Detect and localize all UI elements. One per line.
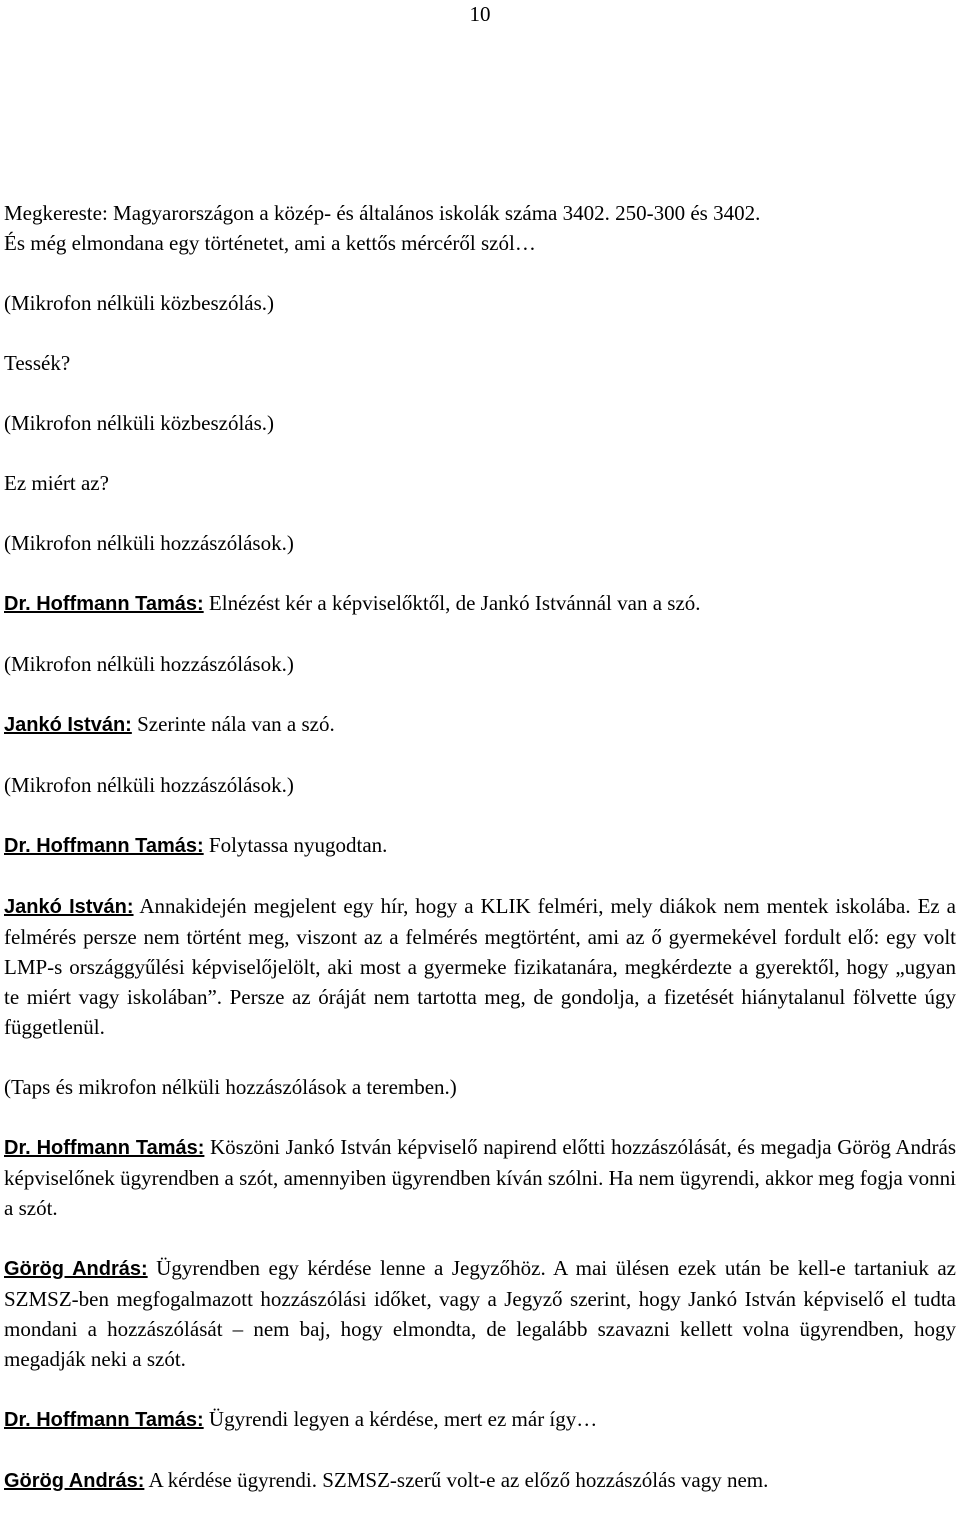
speech-text: Elnézést kér a képviselőktől, de Jankó Istvánnál van a szó. xyxy=(203,591,701,615)
speech-text: Köszöni Jankó István képviselő napirend előtti hozzászólását, és megadja Görög András képviselőnek ügyrendben a szót, amennyiben ügyrendben kíván szólni. Ha nem ügyrendi, akkor meg fogja vonni a szót. xyxy=(4,1135,956,1220)
speech-paragraph xyxy=(4,830,956,861)
interjection: (Mikrofon nélküli közbeszólás.) xyxy=(4,291,275,315)
speech-paragraph xyxy=(4,1465,956,1496)
page-number: 10 xyxy=(469,2,491,26)
paragraph-text: Tessék? xyxy=(4,351,71,375)
interjection: (Taps és mikrofon nélküli hozzászólások a teremben.) xyxy=(4,1075,457,1099)
speaker-name: Dr. Hoffmann Tamás: xyxy=(4,593,204,615)
speaker-name: Dr. Hoffmann Tamás: xyxy=(4,1409,204,1431)
speech-text: Ügyrendi legyen a kérdése, mert ez már így… xyxy=(203,1407,598,1431)
speech-paragraph xyxy=(4,1132,956,1223)
paragraph-text: Ez miért az? xyxy=(4,471,109,495)
speaker-name: Görög András: xyxy=(4,1258,148,1280)
interjection: (Mikrofon nélküli közbeszólás.) xyxy=(4,411,275,435)
speech-text: Ügyrendben egy kérdése lenne a Jegyzőhöz. A mai ülésen ezek után be kell-e tartaniuk az SZMSZ-ben megfogalmazott hozzászólási időket, vagy a Jegyző szerint, hogy Jankó István képviselő el tudta mondani a hozzászólását – nem baj, hogy elmondta, de legalább szavazni kellett volna ügyrendben, hogy megadják neki a szót. xyxy=(4,1256,956,1371)
speaker-name: Dr. Hoffmann Tamás: xyxy=(4,835,204,857)
paragraph-1 xyxy=(4,198,956,258)
speech-text: Folytassa nyugodtan. xyxy=(203,833,388,857)
speaker-name: Jankó István: xyxy=(4,714,132,736)
speech-text: A kérdése ügyrendi. SZMSZ-szerű volt-e az előző hozzászólás vagy nem. xyxy=(144,1468,769,1492)
speech-text: Szerinte nála van a szó. xyxy=(131,712,335,736)
paragraph-1-line-2: És még elmondana egy történetet, ami a kettős mércéről szól… xyxy=(4,231,536,255)
speech-paragraph xyxy=(4,588,956,619)
interjection: (Mikrofon nélküli hozzászólások.) xyxy=(4,531,294,555)
speech-text: Annakidején megjelent egy hír, hogy a KLIK felméri, mely diákok nem mentek iskolába. Ez a felmérés persze nem történt meg, viszont az a felmérés megtörtént, ami az ő gyermekével fordult elő: egy volt LMP-s országgyűlési képviselőjelölt, aki most a gyermeke fizikatanára, megkérdezte a gyerektől, hogy „ugyan te miért vagy iskolában”. Persze az óráját nem tartotta meg, de gondolja, a fizetését hiánytalanul fölvette úgy függetlenül. xyxy=(4,894,956,1039)
speech-paragraph xyxy=(4,1404,956,1435)
speaker-name: Dr. Hoffmann Tamás: xyxy=(4,1137,205,1159)
speech-paragraph xyxy=(4,1253,956,1374)
speech-paragraph xyxy=(4,891,956,1042)
transcript-body xyxy=(4,198,956,1496)
interjection: (Mikrofon nélküli hozzászólások.) xyxy=(4,773,294,797)
speech-paragraph xyxy=(4,709,956,740)
speaker-name: Jankó István: xyxy=(4,896,134,918)
interjection: (Mikrofon nélküli hozzászólások.) xyxy=(4,652,294,676)
speaker-name: Görög András: xyxy=(4,1470,145,1492)
paragraph-1-line-1: Megkereste: Magyarországon a közép- és általános iskolák száma 3402. 250-300 és 3402. xyxy=(4,201,761,225)
